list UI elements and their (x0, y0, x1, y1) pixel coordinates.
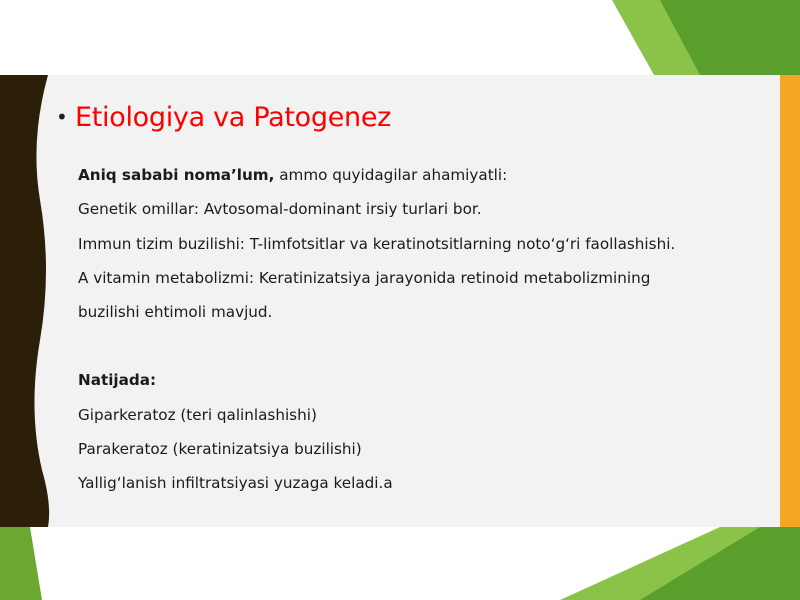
intro-bold: Aniq sababi noma’lum, (78, 166, 275, 184)
result-line: Parakeratoz (keratinizatsiya buzilishi) (78, 440, 362, 459)
spacer (78, 329, 768, 363)
slide-body (78, 158, 768, 501)
cause-line: Genetik omillar: Avtosomal-dominant irsiy turlari bor. (78, 200, 482, 219)
intro-rest: ammo quyidagilar ahamiyatli: (274, 166, 508, 184)
right-orange-band (780, 75, 800, 527)
result-line: Giparkeratoz (teri qalinlashishi) (78, 405, 317, 424)
result-line: Yallig‘lanish infiltratsiyasi yuzaga keladi.a (78, 474, 393, 493)
slide-title: Etiologiya va Patogenez (75, 102, 392, 133)
title-bullet: • (56, 105, 68, 129)
cause-line: Immun tizim buzilishi: T-limfotsitlar va keratinotsitlarning noto‘g‘ri faollashishi. (78, 234, 676, 253)
left-dark-band (0, 75, 49, 527)
cause-line: buzilishi ehtimoli mavjud. (78, 303, 273, 322)
result-heading: Natijada: (78, 371, 157, 390)
intro-line (78, 158, 768, 192)
cause-line: A vitamin metabolizmi: Keratinizatsiya jarayonida retinoid metabolizmining (78, 268, 651, 287)
